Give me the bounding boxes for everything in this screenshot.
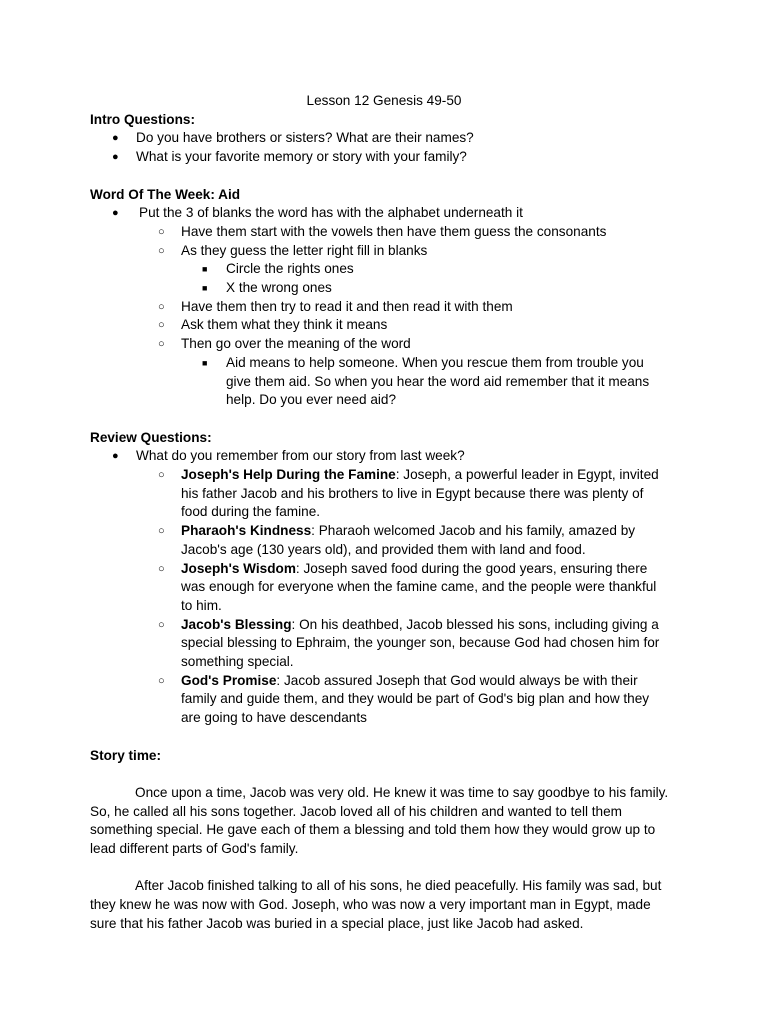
word-main-item	[90, 204, 680, 223]
word-subsub-item	[90, 279, 680, 298]
spacer	[90, 859, 680, 878]
bullet-circle-icon: ○	[158, 674, 165, 687]
review-sub-item	[90, 616, 671, 672]
review-sub-bold: Joseph's Wisdom	[181, 560, 296, 576]
review-sub-bold: Jacob's Blessing	[181, 616, 292, 632]
bullet-circle-icon: ○	[158, 618, 165, 631]
story-heading: Story time:	[90, 747, 162, 763]
bullet-dot-icon: ●	[112, 132, 119, 145]
bullet-square-icon: ■	[202, 357, 208, 368]
spacer	[90, 167, 680, 186]
story-paragraph: After Jacob finished talking to all of his sons, he died peacefully. His family was sad, but they knew he was now with God. Joseph, who was now a very important man in Egypt, made sure that his father Jacob was buried in a special place, just like Jacob had asked.	[90, 878, 662, 931]
bullet-square-icon: ■	[202, 283, 208, 294]
word-sub-item	[90, 242, 680, 261]
review-sub-bold: Joseph's Help During the Famine	[181, 467, 396, 483]
intro-item	[90, 148, 680, 167]
review-sub-text: : On his deathbed, Jacob blessed his sons, including giving a special blessing to Ephraim, the younger son, because God had chosen him for something special.	[181, 616, 660, 670]
word-sub-item	[90, 316, 680, 335]
spacer	[90, 765, 680, 784]
word-sub-item	[90, 298, 680, 317]
bullet-dot-icon: ●	[112, 450, 119, 463]
review-sub-item	[90, 560, 671, 616]
word-sub-item	[90, 335, 680, 354]
document-title: Lesson 12 Genesis 49-50	[306, 93, 462, 108]
word-definition-text: Aid means to help someone. When you rescue them from trouble you give them aid. So when you hear the word aid remember that it means help. Do you ever need aid?	[226, 354, 650, 408]
review-sub-bold: God's Promise	[181, 672, 277, 688]
review-main-item	[90, 447, 680, 466]
review-heading: Review Questions:	[90, 429, 212, 445]
word-heading: Word Of The Week: Aid	[90, 186, 241, 202]
word-main-text: Put the 3 of blanks the word has with the alphabet underneath it	[139, 205, 523, 221]
word-subsub-text: X the wrong ones	[226, 280, 332, 296]
story-paragraph: Once upon a time, Jacob was very old. He knew it was time to say goodbye to his family. So, he called all his sons together. Jacob loved all of his children and wanted to tell them something special. He gave each of them a blessing and told them how they would grow up to lead different parts of God's family.	[90, 784, 669, 857]
review-sub-item	[90, 466, 671, 522]
bullet-circle-icon: ○	[158, 300, 165, 313]
bullet-circle-icon: ○	[158, 525, 165, 538]
word-subsub-text: Circle the rights ones	[226, 261, 354, 277]
bullet-circle-icon: ○	[158, 562, 165, 575]
review-sub-text: : Joseph, a powerful leader in Egypt, invited his father Jacob and his brothers to live in Egypt because there was plenty of food during the famine.	[181, 467, 659, 520]
spacer	[90, 410, 680, 429]
word-sub-text: Then go over the meaning of the word	[181, 336, 411, 352]
review-sub-text: : Pharaoh welcomed Jacob and his family, amazed by Jacob's age (130 years old), and provided them with land and food.	[181, 523, 636, 557]
bullet-circle-icon: ○	[158, 225, 165, 238]
word-sub-text: Have them then try to read it and then read it with them	[181, 298, 513, 314]
review-sub-text: : Jacob assured Joseph that God would always be with their family and guide them, and they would be part of God's big plan and how they are going to have descendants	[181, 672, 650, 726]
bullet-circle-icon: ○	[158, 244, 165, 257]
bullet-dot-icon: ●	[112, 151, 119, 164]
bullet-circle-icon: ○	[158, 469, 165, 482]
review-sub-item	[90, 672, 671, 728]
review-sub-item	[90, 522, 651, 559]
document-page	[90, 92, 680, 934]
word-subsub-item	[90, 260, 680, 279]
word-sub-text: Ask them what they think it means	[181, 317, 388, 333]
bullet-circle-icon: ○	[158, 338, 165, 351]
word-sub-item	[90, 223, 680, 242]
word-sub-text: As they guess the letter right fill in blanks	[181, 242, 428, 258]
bullet-square-icon: ■	[202, 264, 208, 275]
intro-item	[90, 129, 680, 148]
spacer	[90, 728, 680, 747]
bullet-dot-icon: ●	[112, 207, 119, 220]
intro-item-text: Do you have brothers or sisters? What are their names?	[136, 130, 474, 146]
intro-item-text: What is your favorite memory or story with your family?	[136, 149, 467, 165]
bullet-circle-icon: ○	[158, 319, 165, 332]
intro-heading: Intro Questions:	[90, 111, 195, 127]
review-sub-text: : Joseph saved food during the good years, ensuring there was enough for everyone when the famine came, and the people were thankful to him.	[181, 560, 657, 613]
review-main-text: What do you remember from our story from last week?	[136, 448, 465, 464]
review-sub-bold: Pharaoh's Kindness	[181, 523, 312, 539]
word-sub-text: Have them start with the vowels then have them guess the consonants	[181, 223, 607, 239]
word-subsub-item	[90, 354, 666, 410]
